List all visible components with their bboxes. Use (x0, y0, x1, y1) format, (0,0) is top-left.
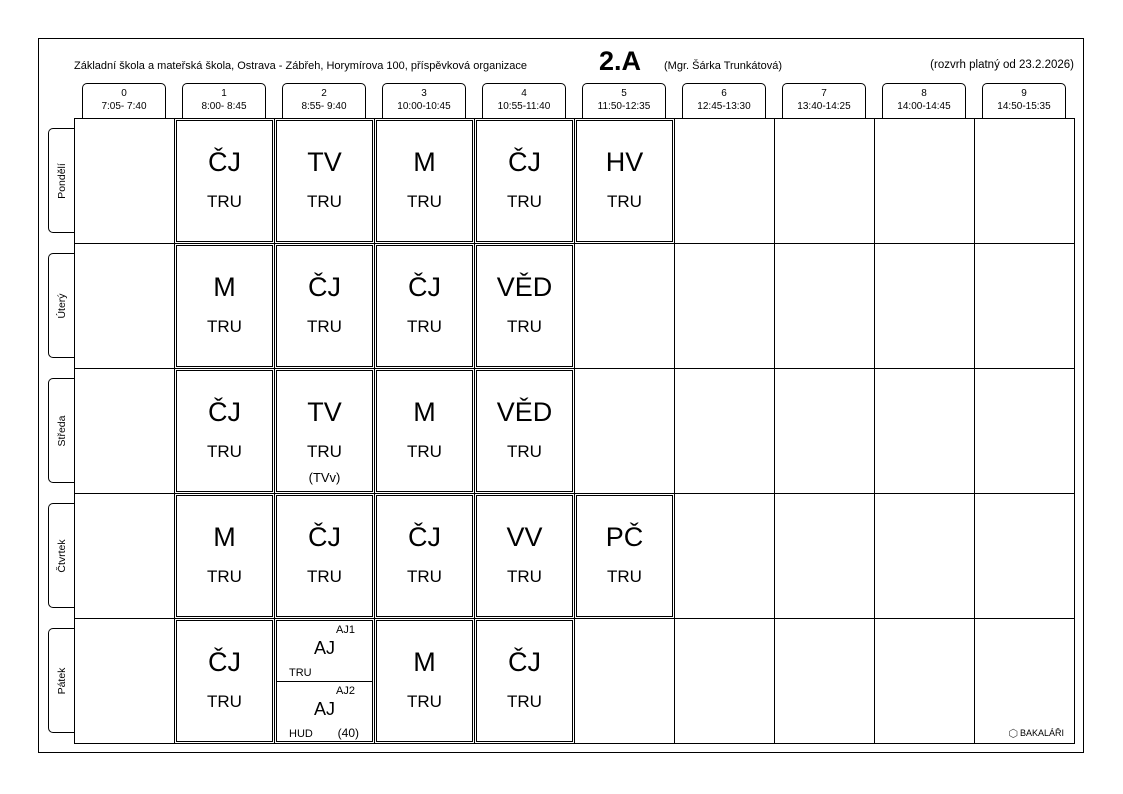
grid-line-horizontal (74, 243, 1075, 244)
day-tab (48, 378, 75, 483)
grid-line-vertical (974, 118, 975, 743)
day-label: Pátek (56, 667, 68, 694)
period-time: 10:00-10:45 (397, 101, 451, 112)
teacher-abbr: TRU (307, 317, 342, 336)
period-time: 7:05- 7:40 (101, 101, 147, 112)
subject-abbr: ČJ (208, 147, 241, 177)
day-tab (48, 128, 75, 233)
period-number: 9 (1021, 88, 1027, 99)
room-label: (40) (337, 726, 359, 740)
subject-abbr: ČJ (508, 647, 541, 677)
teacher-abbr: TRU (307, 192, 342, 211)
period-tab-1 (182, 83, 266, 119)
lesson-cell (276, 370, 373, 492)
lesson-cell (376, 495, 473, 617)
subject-abbr: AJ (313, 638, 335, 658)
lesson-cell (476, 495, 573, 617)
class-teacher: (Mgr. Šárka Trunkátová) (664, 60, 782, 72)
grid-line-vertical (74, 118, 75, 743)
teacher-abbr: TRU (507, 442, 542, 461)
teacher-abbr: HUD (289, 728, 313, 740)
lesson-cell (476, 370, 573, 492)
subject-abbr: ČJ (208, 397, 241, 427)
lesson-cell (176, 620, 273, 742)
period-tab-7 (782, 83, 866, 119)
period-number: 6 (721, 88, 727, 99)
teacher-abbr: TRU (207, 192, 242, 211)
period-tab-0 (82, 83, 166, 119)
period-time: 8:55- 9:40 (301, 101, 347, 112)
split-divider (277, 681, 372, 682)
grid-line-vertical (774, 118, 775, 743)
subject-abbr: TV (307, 147, 342, 177)
grid-line-vertical (474, 118, 475, 743)
lesson-cell (476, 245, 573, 367)
teacher-abbr: TRU (289, 667, 312, 679)
subject-abbr: ČJ (508, 147, 541, 177)
subject-abbr: ČJ (308, 522, 341, 552)
teacher-abbr: TRU (507, 192, 542, 211)
period-tab-2 (282, 83, 366, 119)
teacher-abbr: TRU (407, 567, 442, 586)
grid-line-vertical (674, 118, 675, 743)
grid-line-horizontal (74, 618, 1075, 619)
lesson-cell (176, 120, 273, 242)
period-number: 4 (521, 88, 527, 99)
lesson-cell (476, 620, 573, 742)
period-number: 0 (121, 88, 127, 99)
logo-text: BAKALÁŘI (1019, 728, 1064, 738)
class-name: 2.A (599, 46, 642, 76)
subject-abbr: M (413, 647, 436, 677)
lesson-cell (376, 245, 473, 367)
lesson-cell (176, 245, 273, 367)
day-label: Středa (56, 415, 68, 446)
lesson-cell (276, 620, 373, 742)
subject-abbr: ČJ (408, 522, 441, 552)
period-time: 13:40-14:25 (797, 101, 851, 112)
teacher-abbr: TRU (407, 317, 442, 336)
period-time: 11:50-12:35 (597, 101, 651, 112)
subject-abbr: M (213, 272, 236, 302)
period-number: 1 (221, 88, 227, 99)
period-time: 10:55-11:40 (497, 101, 551, 112)
teacher-abbr: TRU (407, 192, 442, 211)
grid-line-horizontal (74, 743, 1075, 744)
period-tab-9 (982, 83, 1066, 119)
teacher-abbr: TRU (507, 567, 542, 586)
timetable-grid (74, 118, 1075, 743)
subject-abbr: M (213, 522, 236, 552)
grid-line-vertical (874, 118, 875, 743)
period-tab-6 (682, 83, 766, 119)
period-tab-5 (582, 83, 666, 119)
teacher-abbr: TRU (407, 692, 442, 711)
bakalari-logo-icon: ⬡ (1008, 728, 1018, 740)
period-number: 8 (921, 88, 927, 99)
day-label: Úterý (56, 292, 68, 319)
grid-line-horizontal (74, 368, 1075, 369)
day-tab (48, 503, 75, 608)
day-label: Pondělí (56, 162, 68, 199)
lesson-cell (176, 370, 273, 492)
period-time: 8:00- 8:45 (201, 101, 247, 112)
lesson-cell (376, 120, 473, 242)
lesson-cell (376, 620, 473, 742)
subject-abbr: VV (506, 522, 543, 552)
period-tab-8 (882, 83, 966, 119)
period-number: 3 (421, 88, 427, 99)
lesson-cell (176, 495, 273, 617)
lesson-cell (376, 370, 473, 492)
day-tab (48, 628, 75, 733)
split-lesson-group (277, 682, 372, 742)
teacher-abbr: TRU (207, 442, 242, 461)
grid-line-vertical (1074, 118, 1075, 743)
period-tab-3 (382, 83, 466, 119)
period-time: 14:50-15:35 (997, 101, 1051, 112)
lesson-cell (276, 495, 373, 617)
grid-line-vertical (574, 118, 575, 743)
bakalari-logo (1008, 727, 1064, 740)
subject-abbr: VĚD (496, 397, 553, 427)
subject-abbr: ČJ (208, 647, 241, 677)
subject-abbr: AJ (313, 699, 335, 719)
teacher-abbr: TRU (607, 192, 642, 211)
lesson-cell (276, 245, 373, 367)
subject-abbr: ČJ (408, 272, 441, 302)
grid-line-vertical (174, 118, 175, 743)
period-time: 12:45-13:30 (697, 101, 751, 112)
lesson-cell (476, 120, 573, 242)
school-name: Základní škola a mateřská škola, Ostrava - Zábřeh, Horymírova 100, příspěvková organizace (74, 60, 528, 72)
period-number: 5 (621, 88, 627, 99)
teacher-abbr: TRU (307, 442, 342, 461)
split-lesson-group (277, 621, 372, 681)
teacher-abbr: TRU (307, 567, 342, 586)
subject-abbr: HV (605, 147, 644, 177)
lesson-cell (576, 120, 673, 242)
subject-abbr: PČ (605, 522, 644, 552)
group-name: AJ2 (336, 685, 355, 697)
room-label: (TVv) (308, 470, 341, 485)
subject-abbr: TV (307, 397, 342, 427)
group-name: AJ1 (336, 624, 355, 636)
lesson-cell (576, 495, 673, 617)
period-tab-4 (482, 83, 566, 119)
day-tab (48, 253, 75, 358)
teacher-abbr: TRU (207, 317, 242, 336)
period-number: 7 (821, 88, 827, 99)
subject-abbr: ČJ (308, 272, 341, 302)
subject-abbr: M (413, 147, 436, 177)
lesson-cell (276, 120, 373, 242)
teacher-abbr: TRU (507, 317, 542, 336)
validity-date: (rozvrh platný od 23.2.2026) (930, 59, 1074, 71)
teacher-abbr: TRU (507, 692, 542, 711)
day-label: Čtvrtek (56, 538, 68, 573)
grid-line-horizontal (74, 118, 1075, 119)
grid-line-vertical (274, 118, 275, 743)
subject-abbr: M (413, 397, 436, 427)
grid-line-horizontal (74, 493, 1075, 494)
teacher-abbr: TRU (207, 692, 242, 711)
period-number: 2 (321, 88, 327, 99)
period-time: 14:00-14:45 (897, 101, 951, 112)
teacher-abbr: TRU (607, 567, 642, 586)
subject-abbr: VĚD (496, 272, 553, 302)
teacher-abbr: TRU (407, 442, 442, 461)
teacher-abbr: TRU (207, 567, 242, 586)
grid-line-vertical (374, 118, 375, 743)
